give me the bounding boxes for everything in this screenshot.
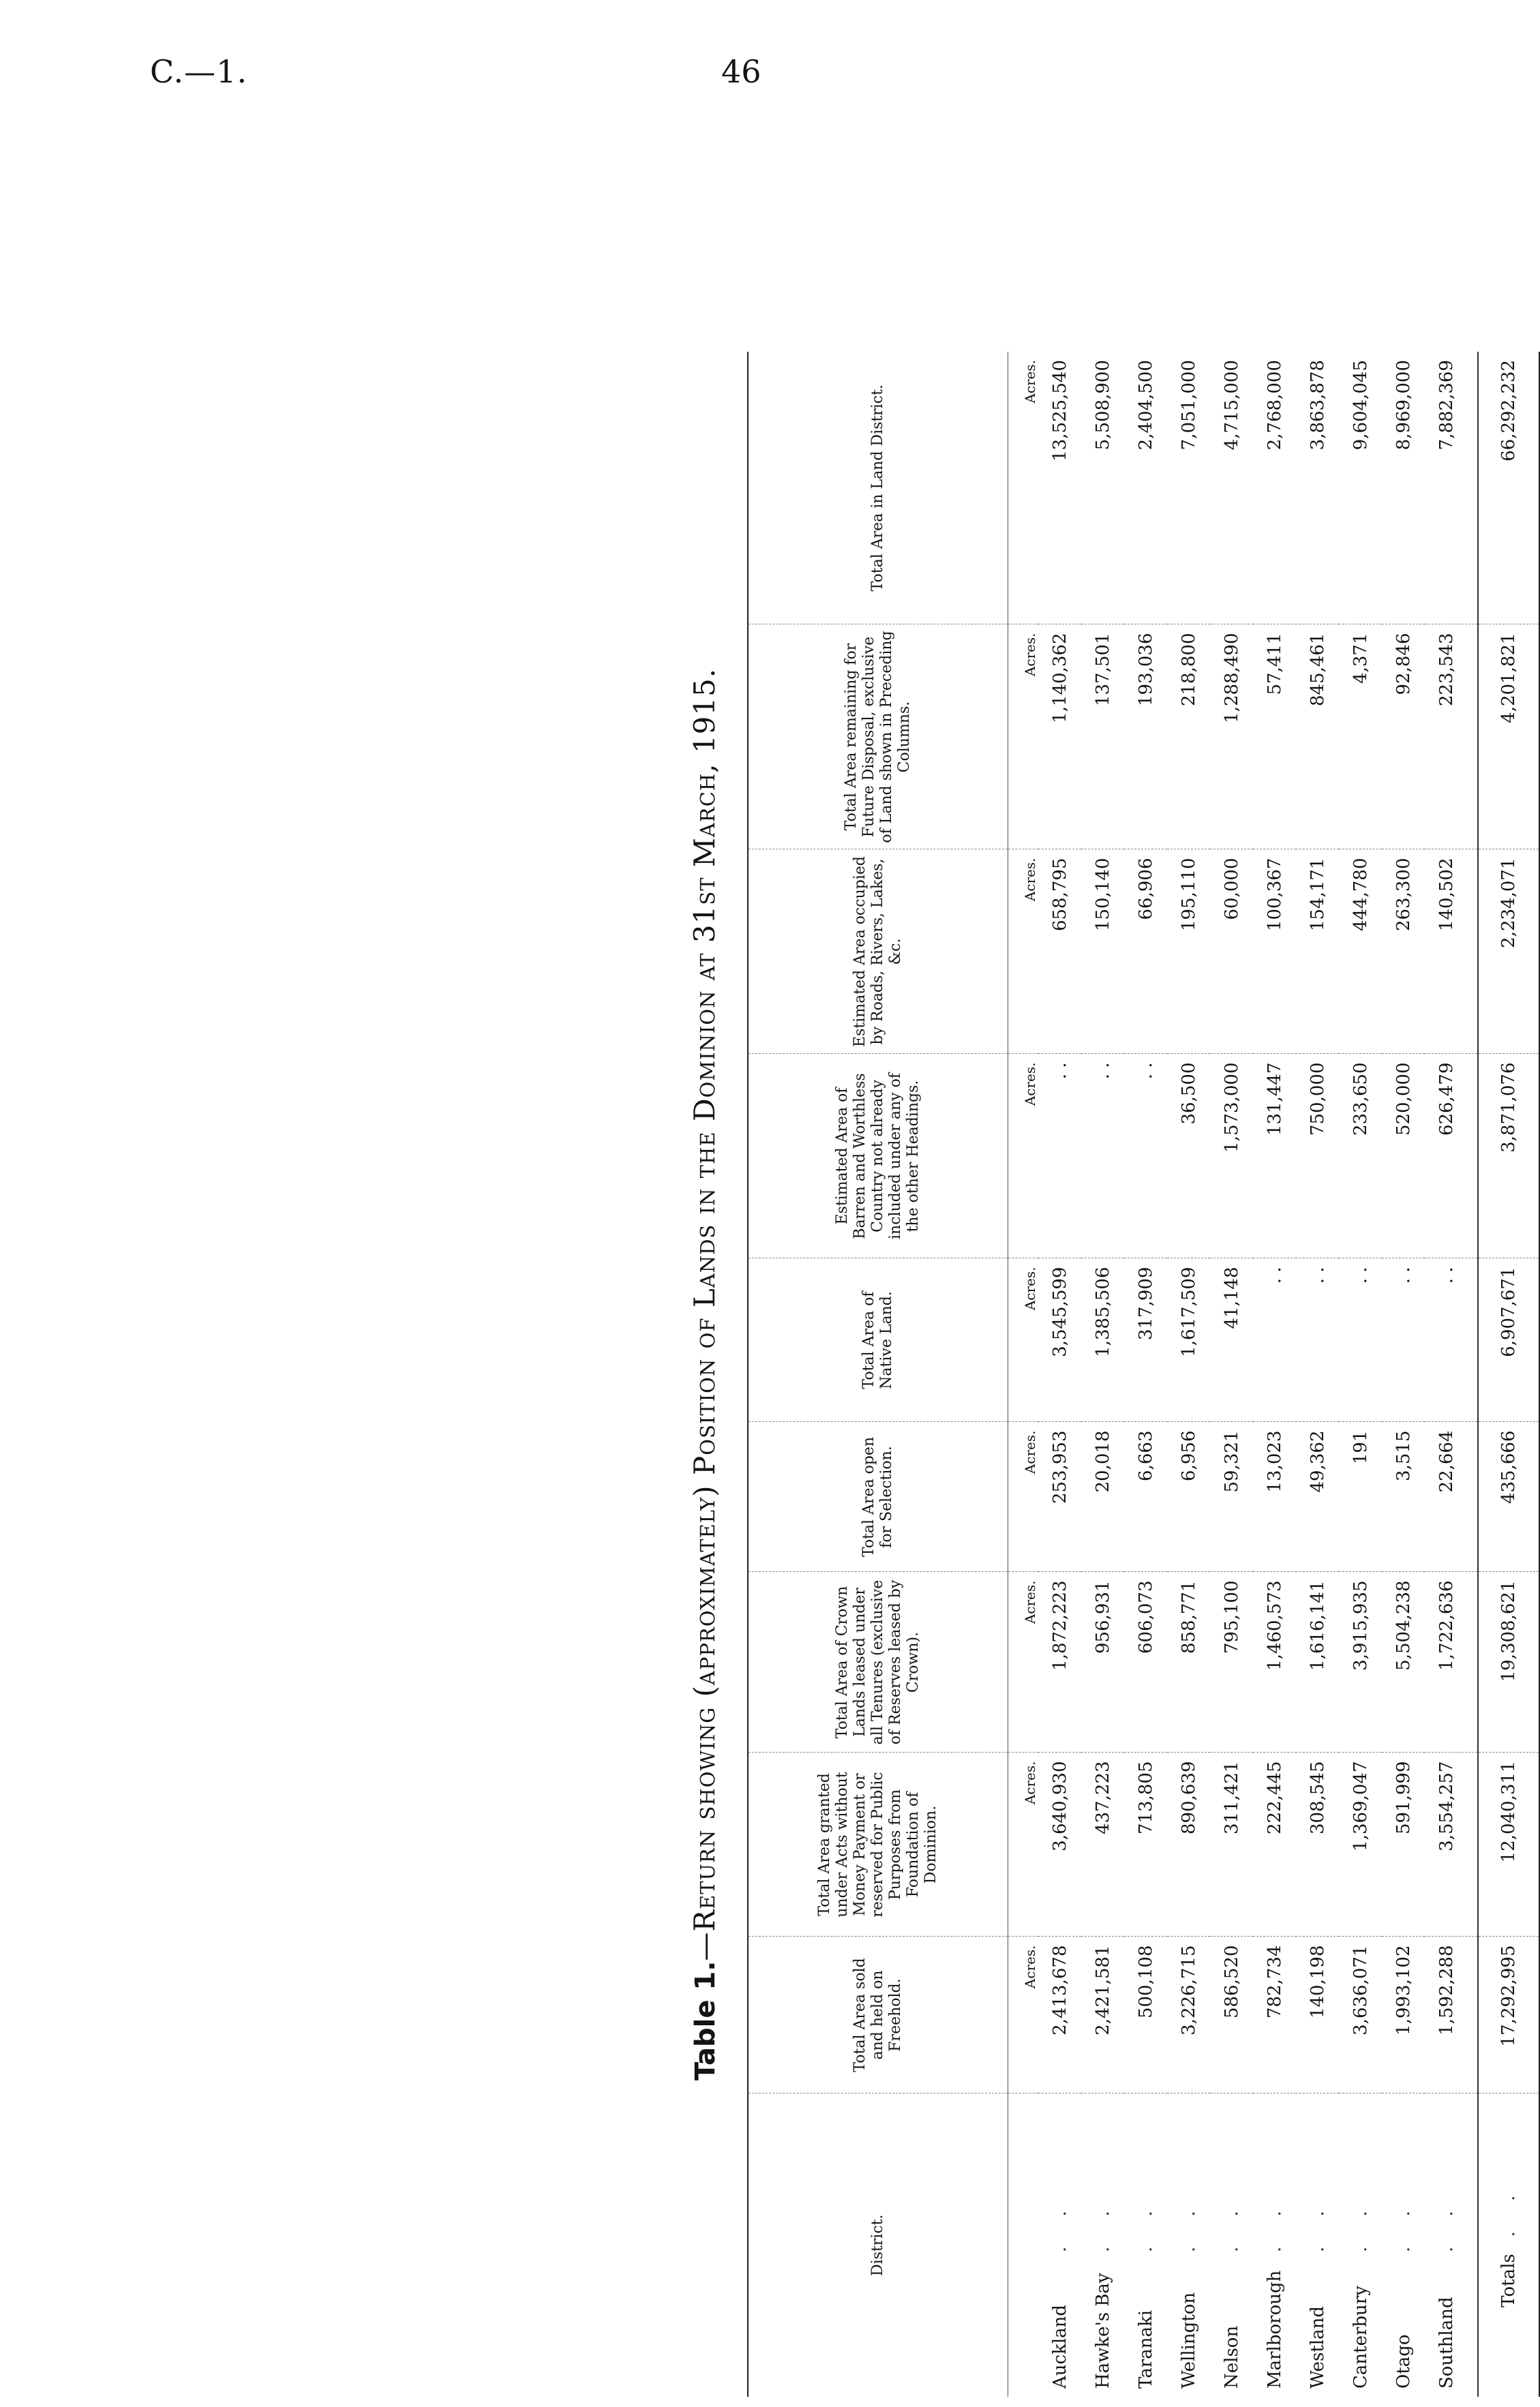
cell-remaining: 223,543: [1425, 624, 1478, 849]
units-cell: Acres.: [1008, 1753, 1039, 1937]
col-header-leased: Total Area of Crown Lands leased under all Tenures (exclusive of Reserves leased by Crown).: [748, 1572, 1008, 1753]
cell-sold: 500,108: [1124, 1937, 1167, 2093]
cell-leased: 1,616,141: [1296, 1572, 1339, 1753]
cell-total: 7,051,000: [1167, 352, 1210, 624]
cell-sold: 1,592,288: [1425, 1937, 1478, 2093]
cell-leased: 5,504,238: [1382, 1572, 1425, 1753]
page-number: 46: [721, 53, 761, 90]
table-row: [1382, 352, 1425, 2397]
col-header-barren: Estimated Area of Barren and Worthless Country not already included under any of the other Headings.: [748, 1054, 1008, 1258]
col-header-district: District.: [748, 2093, 1008, 2397]
cell-remaining: 137,501: [1081, 624, 1124, 849]
cell-barren: . .: [1124, 1054, 1167, 1258]
cell-total: 4,715,000: [1210, 352, 1253, 624]
cell-sold: 140,198: [1296, 1937, 1339, 2093]
cell-leased: 795,100: [1210, 1572, 1253, 1753]
cell-sold: 2,421,581: [1081, 1937, 1124, 2093]
district-cell: [1382, 2093, 1425, 2397]
district-name: Taranaki: [1135, 2310, 1156, 2389]
cell-granted: 591,999: [1382, 1753, 1425, 1937]
cell-roads: 60,000: [1210, 849, 1253, 1054]
units-cell-blank: [1008, 2093, 1039, 2397]
totals-sold: 17,292,995: [1478, 1937, 1539, 2093]
table-row: [1124, 352, 1167, 2397]
cell-total: 8,969,000: [1382, 352, 1425, 624]
cell-open: 20,018: [1081, 1422, 1124, 1572]
cell-granted: 437,223: [1081, 1753, 1124, 1937]
cell-granted: 1,369,047: [1339, 1753, 1382, 1937]
cell-open: 6,956: [1167, 1422, 1210, 1572]
cell-total: 5,508,900: [1081, 352, 1124, 624]
cell-native: 1,617,509: [1167, 1258, 1210, 1422]
district-cell: [1167, 2093, 1210, 2397]
cell-granted: 3,554,257: [1425, 1753, 1478, 1937]
cell-barren: 626,479: [1425, 1054, 1478, 1258]
table-row: [1339, 352, 1382, 2397]
totals-native: 6,907,671: [1478, 1258, 1539, 1422]
totals-row: [1478, 352, 1539, 2397]
district-name: Hawke's Bay: [1092, 2273, 1113, 2389]
totals-granted: 12,040,311: [1478, 1753, 1539, 1937]
cell-remaining: 92,846: [1382, 624, 1425, 849]
cell-remaining: 218,800: [1167, 624, 1210, 849]
district-name: Canterbury: [1350, 2286, 1371, 2389]
cell-sold: 3,636,071: [1339, 1937, 1382, 2093]
units-cell: Acres.: [1008, 1937, 1039, 2093]
cell-open: 13,023: [1253, 1422, 1296, 1572]
cell-granted: 222,445: [1253, 1753, 1296, 1937]
cell-barren: 131,447: [1253, 1054, 1296, 1258]
cell-open: 3,515: [1382, 1422, 1425, 1572]
cell-native: . .: [1296, 1258, 1339, 1422]
cell-sold: 782,734: [1253, 1937, 1296, 2093]
totals-open: 435,666: [1478, 1422, 1539, 1572]
cell-roads: 154,171: [1296, 849, 1339, 1054]
cell-granted: 713,805: [1124, 1753, 1167, 1937]
table-row: [1296, 352, 1339, 2397]
col-header-granted: Total Area granted under Acts without Money Payment or reserved for Public Purposes from Foundation of Dominion.: [748, 1753, 1008, 1937]
district-name: Southland: [1436, 2297, 1457, 2389]
table-title-text: —Return showing (approximately) Position of Lands in the Dominion at 31st March, 1915.: [688, 667, 721, 1961]
cell-remaining: 4,371: [1339, 624, 1382, 849]
col-header-roads: Estimated Area occupied by Roads, Rivers, Lakes, &c.: [748, 849, 1008, 1054]
cell-remaining: 1,288,490: [1210, 624, 1253, 849]
table-row: [1081, 352, 1124, 2397]
units-cell: Acres.: [1008, 849, 1039, 1054]
totals-leader-dots: . .: [1498, 2183, 1519, 2237]
leader-dots: . .: [1264, 2198, 1285, 2252]
totals-roads: 2,234,071: [1478, 849, 1539, 1054]
district-cell: [1210, 2093, 1253, 2397]
cell-open: 49,362: [1296, 1422, 1339, 1572]
cell-sold: 3,226,715: [1167, 1937, 1210, 2093]
col-header-remaining: Total Area remaining for Future Disposal, exclusive of Land shown in Preceding Columns.: [748, 624, 1008, 849]
leader-dots: . .: [1049, 2198, 1070, 2252]
cell-leased: 956,931: [1081, 1572, 1124, 1753]
table-row: [1425, 352, 1478, 2397]
totals-barren: 3,871,076: [1478, 1054, 1539, 1258]
leader-dots: . .: [1307, 2198, 1328, 2252]
cell-native: . .: [1339, 1258, 1382, 1422]
leader-dots: . .: [1135, 2198, 1156, 2252]
table-title: [680, 352, 729, 2397]
district-name: Otago: [1393, 2334, 1414, 2389]
cell-leased: 1,722,636: [1425, 1572, 1478, 1753]
units-cell: Acres.: [1008, 1572, 1039, 1753]
units-cell: Acres.: [1008, 352, 1039, 624]
cell-native: 317,909: [1124, 1258, 1167, 1422]
leader-dots: . .: [1436, 2198, 1457, 2252]
district-cell: [1296, 2093, 1339, 2397]
district-name: Nelson: [1221, 2325, 1242, 2389]
cell-native: 1,385,506: [1081, 1258, 1124, 1422]
col-header-open: Total Area open for Selection.: [748, 1422, 1008, 1572]
totals-label-cell: [1478, 2093, 1539, 2397]
units-row: [1008, 352, 1039, 2397]
leader-dots: . .: [1350, 2198, 1371, 2252]
cell-granted: 890,639: [1167, 1753, 1210, 1937]
cell-total: 9,604,045: [1339, 352, 1382, 624]
page-reference: C.—1.: [150, 53, 248, 90]
cell-sold: 586,520: [1210, 1937, 1253, 2093]
cell-remaining: 57,411: [1253, 624, 1296, 849]
units-cell: Acres.: [1008, 1054, 1039, 1258]
cell-sold: 2,413,678: [1038, 1937, 1081, 2093]
cell-total: 3,863,878: [1296, 352, 1339, 624]
district-cell: [1253, 2093, 1296, 2397]
district-cell: [1081, 2093, 1124, 2397]
cell-leased: 3,915,935: [1339, 1572, 1382, 1753]
cell-total: 2,768,000: [1253, 352, 1296, 624]
cell-open: 253,953: [1038, 1422, 1081, 1572]
totals-total: 66,292,232: [1478, 352, 1539, 624]
cell-open: 6,663: [1124, 1422, 1167, 1572]
units-cell: Acres.: [1008, 624, 1039, 849]
rotated-table-block: [680, 352, 1519, 2397]
district-cell: [1425, 2093, 1478, 2397]
cell-total: 13,525,540: [1038, 352, 1081, 624]
table-row: [1038, 352, 1081, 2397]
cell-open: 59,321: [1210, 1422, 1253, 1572]
totals-remaining: 4,201,821: [1478, 624, 1539, 849]
cell-remaining: 193,036: [1124, 624, 1167, 849]
cell-barren: 520,000: [1382, 1054, 1425, 1258]
units-cell: Acres.: [1008, 1258, 1039, 1422]
district-name: Marlborough: [1264, 2270, 1285, 2389]
cell-open: 22,664: [1425, 1422, 1478, 1572]
cell-granted: 311,421: [1210, 1753, 1253, 1937]
cell-roads: 263,300: [1382, 849, 1425, 1054]
cell-native: . .: [1382, 1258, 1425, 1422]
col-header-native: Total Area of Native Land.: [748, 1258, 1008, 1422]
cell-open: 191: [1339, 1422, 1382, 1572]
col-header-sold: Total Area sold and held on Freehold.: [748, 1937, 1008, 2093]
cell-total: 2,404,500: [1124, 352, 1167, 624]
cell-barren: 1,573,000: [1210, 1054, 1253, 1258]
cell-roads: 140,502: [1425, 849, 1478, 1054]
totals-label: Totals: [1498, 2254, 1519, 2307]
cell-roads: 444,780: [1339, 849, 1382, 1054]
district-name: Wellington: [1178, 2292, 1199, 2389]
cell-leased: 1,872,223: [1038, 1572, 1081, 1753]
cell-barren: 36,500: [1167, 1054, 1210, 1258]
table-row: [1210, 352, 1253, 2397]
land-position-table: [747, 352, 1540, 2397]
district-cell: [1339, 2093, 1382, 2397]
leader-dots: . .: [1092, 2198, 1113, 2252]
cell-barren: 233,650: [1339, 1054, 1382, 1258]
cell-leased: 1,460,573: [1253, 1572, 1296, 1753]
header-row: [748, 352, 1008, 2397]
district-cell: [1124, 2093, 1167, 2397]
cell-remaining: 845,461: [1296, 624, 1339, 849]
cell-barren: 750,000: [1296, 1054, 1339, 1258]
cell-granted: 308,545: [1296, 1753, 1339, 1937]
cell-remaining: 1,140,362: [1038, 624, 1081, 849]
table-body: [1008, 352, 1479, 2397]
cell-roads: 658,795: [1038, 849, 1081, 1054]
cell-leased: 606,073: [1124, 1572, 1167, 1753]
leader-dots: . .: [1221, 2198, 1242, 2252]
table-row: [1167, 352, 1210, 2397]
cell-total: 7,882,369: [1425, 352, 1478, 624]
units-cell: Acres.: [1008, 1422, 1039, 1572]
cell-native: 41,148: [1210, 1258, 1253, 1422]
cell-leased: 858,771: [1167, 1572, 1210, 1753]
cell-roads: 100,367: [1253, 849, 1296, 1054]
district-name: Westland: [1307, 2306, 1328, 2389]
cell-barren: . .: [1038, 1054, 1081, 1258]
cell-roads: 195,110: [1167, 849, 1210, 1054]
col-header-total: Total Area in Land District.: [748, 352, 1008, 624]
cell-native: . .: [1253, 1258, 1296, 1422]
totals-leased: 19,308,621: [1478, 1572, 1539, 1753]
leader-dots: . .: [1393, 2198, 1414, 2252]
cell-native: . .: [1425, 1258, 1478, 1422]
cell-native: 3,545,599: [1038, 1258, 1081, 1422]
table-row: [1253, 352, 1296, 2397]
table-title-number: Table 1.: [690, 1961, 721, 2081]
cell-roads: 150,140: [1081, 849, 1124, 1054]
district-name: Auckland: [1049, 2304, 1070, 2389]
cell-roads: 66,906: [1124, 849, 1167, 1054]
cell-granted: 3,640,930: [1038, 1753, 1081, 1937]
cell-barren: . .: [1081, 1054, 1124, 1258]
cell-sold: 1,993,102: [1382, 1937, 1425, 2093]
leader-dots: . .: [1178, 2198, 1199, 2252]
district-cell: [1038, 2093, 1081, 2397]
